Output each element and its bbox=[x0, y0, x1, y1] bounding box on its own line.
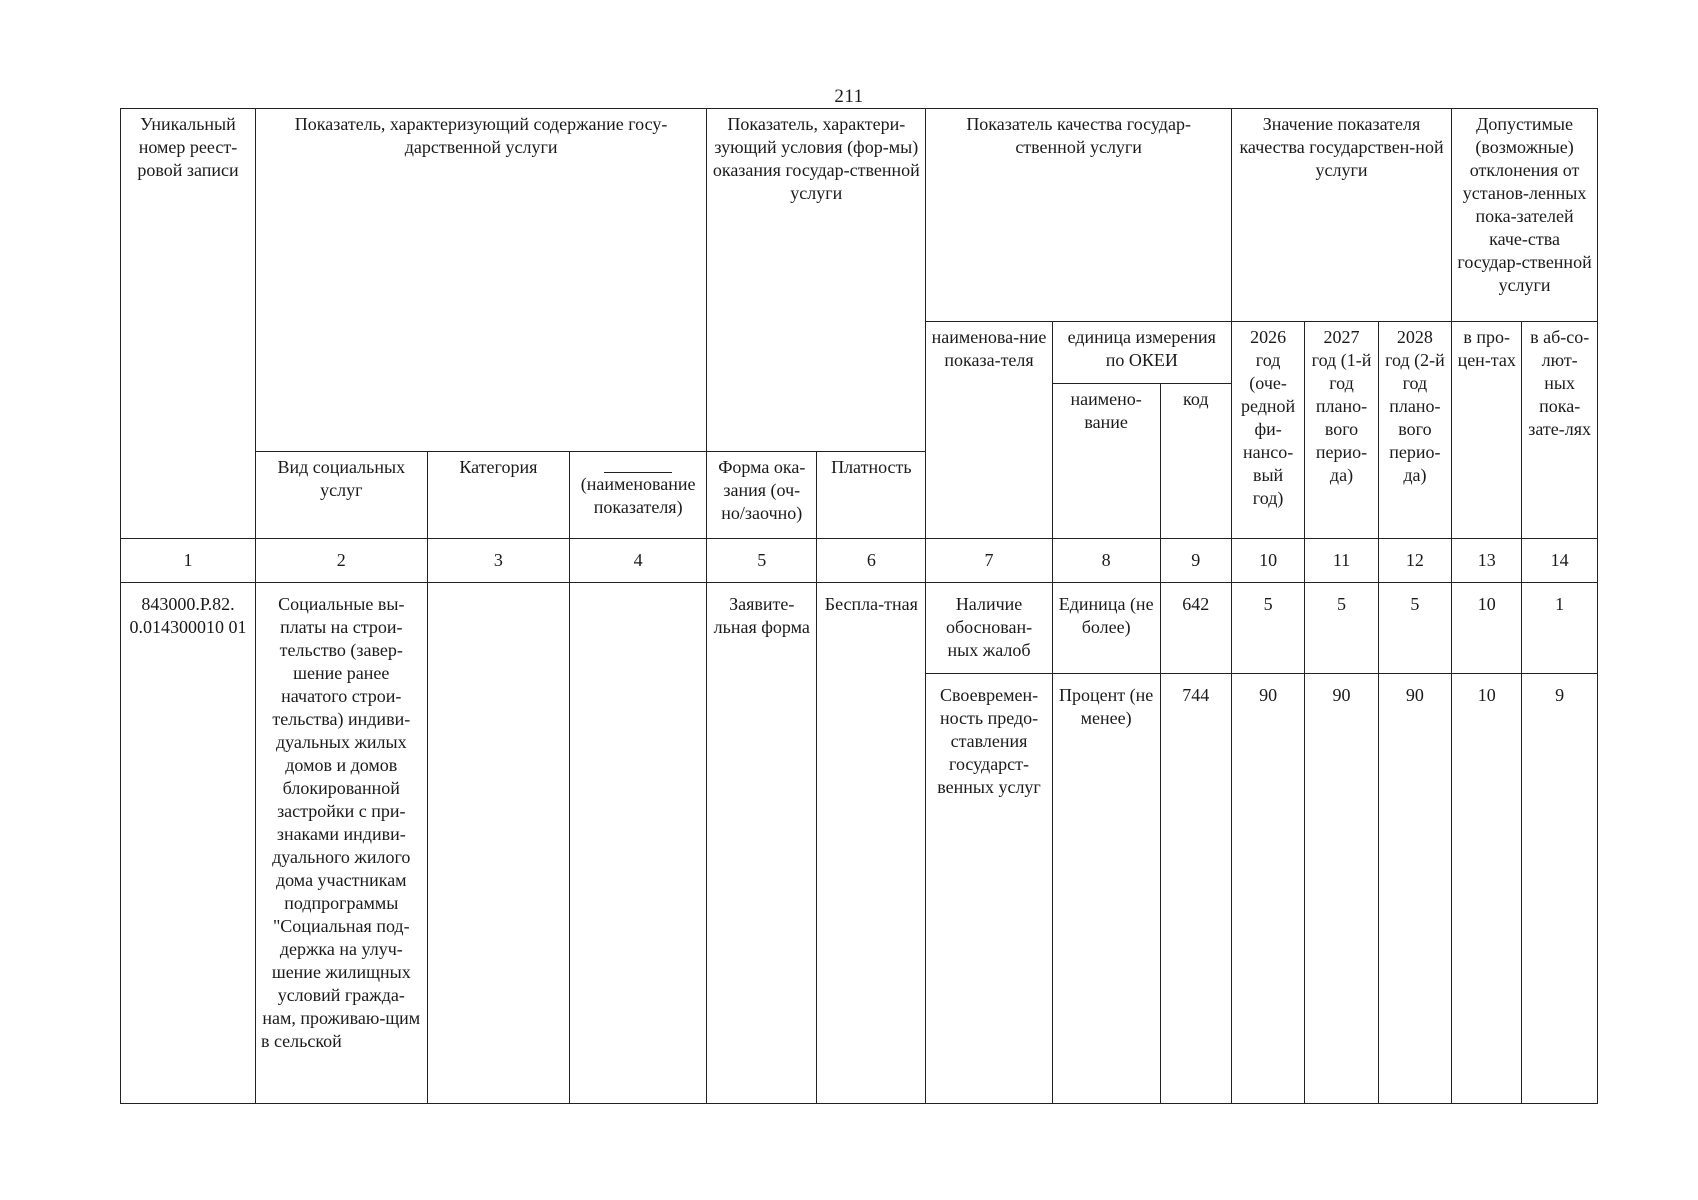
header-payment: Платность bbox=[817, 452, 926, 539]
value-2026: 90 bbox=[1231, 674, 1304, 1104]
blank-indicator-caption: (наименование показателя) bbox=[580, 474, 696, 517]
header-unique-number: Уникальный номер реест-ровой записи bbox=[121, 109, 256, 539]
column-number: 11 bbox=[1305, 539, 1378, 583]
header-content-indicator: Показатель, характеризующий содержание госу-дарственной услуги bbox=[255, 109, 706, 452]
quality-indicators-table bbox=[120, 108, 1598, 1104]
column-number: 14 bbox=[1522, 539, 1598, 583]
form-of-provision-value: Заявите-льная форма bbox=[707, 583, 817, 1104]
value-2026: 5 bbox=[1231, 583, 1304, 674]
header-quality-value: Значение показателя качества государствен-ной услуги bbox=[1231, 109, 1451, 322]
header-in-absolute: в аб-со-лют-ных пока-зате-лях bbox=[1522, 322, 1598, 539]
header-conditions-indicator: Показатель, характери-зующий условия (фор-мы) оказания государ-ственной услуги bbox=[707, 109, 926, 452]
unit-code-value: 744 bbox=[1160, 674, 1231, 1104]
header-unit-okei: единица измерения по ОКЕИ bbox=[1052, 322, 1231, 384]
indicator-cell bbox=[570, 583, 707, 1104]
deviation-percent: 10 bbox=[1452, 674, 1522, 1104]
header-unit-name: наимено-вание bbox=[1052, 384, 1160, 539]
deviation-absolute: 1 bbox=[1522, 583, 1598, 674]
column-number: 6 bbox=[817, 539, 926, 583]
column-number: 7 bbox=[926, 539, 1052, 583]
column-number: 8 bbox=[1052, 539, 1160, 583]
deviation-absolute: 9 bbox=[1522, 674, 1598, 1104]
value-2028: 90 bbox=[1378, 674, 1451, 1104]
unit-name-value: Процент (не менее) bbox=[1052, 674, 1160, 1104]
column-number: 4 bbox=[570, 539, 707, 583]
column-number: 10 bbox=[1231, 539, 1304, 583]
header-year-2027: 2027 год (1-й год плано-вого перио-да) bbox=[1305, 322, 1378, 539]
value-2028: 5 bbox=[1378, 583, 1451, 674]
blank-indicator-line bbox=[604, 460, 672, 473]
indicator-name-value: Наличие обоснован-ных жалоб bbox=[926, 583, 1052, 674]
column-number: 5 bbox=[707, 539, 817, 583]
category-cell bbox=[427, 583, 570, 1104]
column-number: 3 bbox=[427, 539, 570, 583]
header-year-2028: 2028 год (2-й год плано-вого перио-да) bbox=[1378, 322, 1451, 539]
header-indicator-name: наименова-ние показа-теля bbox=[926, 322, 1052, 539]
header-allowed-deviation: Допустимые (возможные) отклонения от установ-ленных пока-зателей каче-ства государ-ственной услуги bbox=[1452, 109, 1598, 322]
registry-number: 843000.Р.82. 0.014300010 01 bbox=[121, 583, 256, 1104]
header-blank-indicator bbox=[570, 452, 707, 539]
value-2027: 5 bbox=[1305, 583, 1378, 674]
unit-code-value: 642 bbox=[1160, 583, 1231, 674]
column-number: 2 bbox=[255, 539, 427, 583]
header-form-of-provision: Форма ока-зания (оч-но/заочно) bbox=[707, 452, 817, 539]
header-year-2026: 2026 год (оче-редной фи-нансо-вый год) bbox=[1231, 322, 1304, 539]
deviation-percent: 10 bbox=[1452, 583, 1522, 674]
service-type-text: Социальные вы-платы на строи-тельство (завер-шение ранее начатого строи-тельства) индиви-дуальных жилых домов и домов блокированной застройки с при-знаками индиви-дуального жилого дома участникам подпрограммы "Социальная под-держка на улуч-шение жилищных условий гражда-нам, проживаю-щим в сельской bbox=[255, 583, 427, 1104]
page-number: 211 bbox=[834, 86, 864, 107]
indicator-name-value: Своевремен-ность предо-ставления государст-венных услуг bbox=[926, 674, 1052, 1104]
header-in-percent: в про-цен-тах bbox=[1452, 322, 1522, 539]
column-number: 12 bbox=[1378, 539, 1451, 583]
unit-name-value: Единица (не более) bbox=[1052, 583, 1160, 674]
header-category: Категория bbox=[427, 452, 570, 539]
column-number: 1 bbox=[121, 539, 256, 583]
header-social-service-type: Вид социальных услуг bbox=[255, 452, 427, 539]
payment-value: Беспла-тная bbox=[817, 583, 926, 1104]
header-unit-code: код bbox=[1160, 384, 1231, 539]
header-quality-indicator: Показатель качества государ-ственной услуги bbox=[926, 109, 1232, 322]
column-number: 13 bbox=[1452, 539, 1522, 583]
value-2027: 90 bbox=[1305, 674, 1378, 1104]
column-number: 9 bbox=[1160, 539, 1231, 583]
